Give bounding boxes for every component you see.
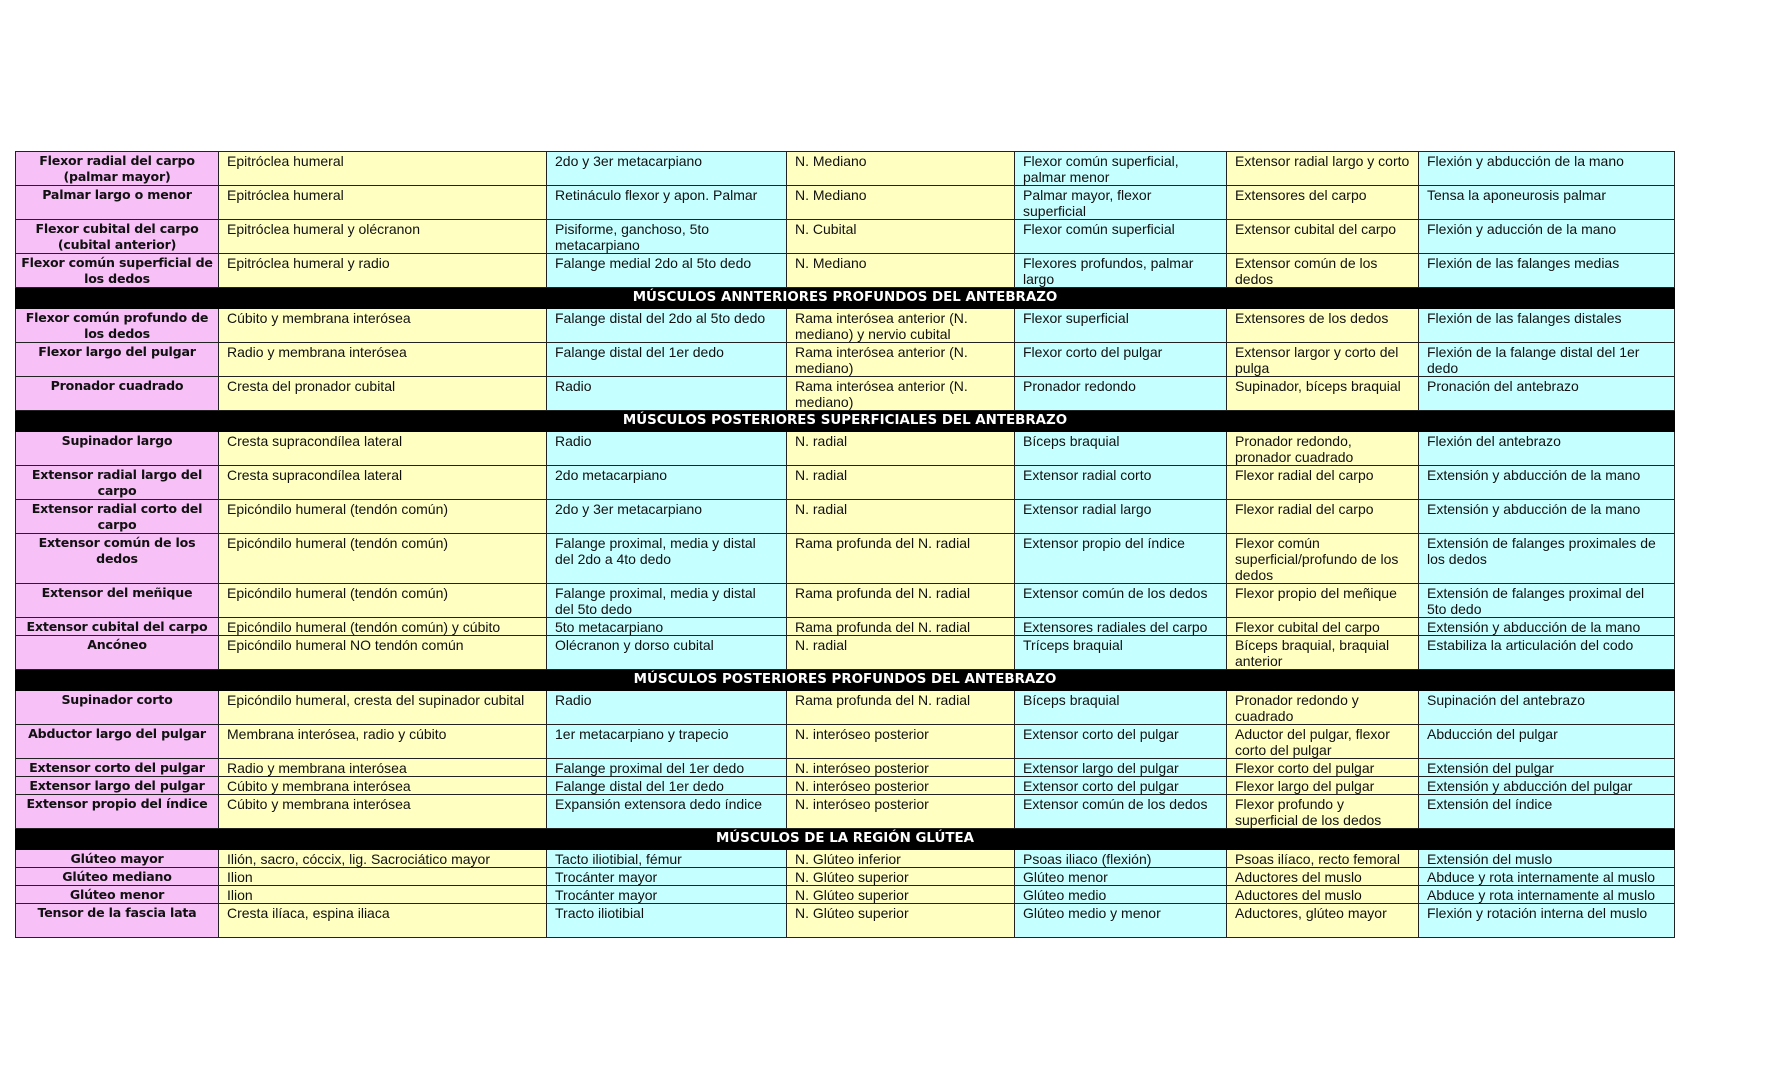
origin-cell: Epicóndilo humeral, cresta del supinador cubital	[219, 691, 547, 725]
synergist-cell: Psoas iliaco (flexión)	[1015, 850, 1227, 868]
innervation-cell: Rama profunda del N. radial	[787, 534, 1015, 584]
synergist-cell: Extensor común de los dedos	[1015, 795, 1227, 829]
table-row	[16, 534, 1675, 584]
table-row	[16, 795, 1675, 829]
action-cell: Extensión de falanges proximal del 5to dedo	[1419, 584, 1675, 618]
muscle-name-cell: Tensor de la fascia lata	[16, 904, 219, 938]
innervation-cell: Rama interósea anterior (N. mediano) y nervio cubital	[787, 309, 1015, 343]
origin-cell: Epitróclea humeral y olécranon	[219, 220, 547, 254]
action-cell: Extensión y abducción de la mano	[1419, 466, 1675, 500]
muscle-name-cell: Supinador corto	[16, 691, 219, 725]
insertion-cell: 2do y 3er metacarpiano	[547, 500, 787, 534]
synergist-cell: Extensor largo del pulgar	[1015, 759, 1227, 777]
origin-cell: Epitróclea humeral y radio	[219, 254, 547, 288]
action-cell: Abducción del pulgar	[1419, 725, 1675, 759]
insertion-cell: Falange distal del 2do al 5to dedo	[547, 309, 787, 343]
muscle-name-cell: Extensor radial largo del carpo	[16, 466, 219, 500]
muscle-name-cell: Abductor largo del pulgar	[16, 725, 219, 759]
innervation-cell: N. interóseo posterior	[787, 777, 1015, 795]
synergist-cell: Extensores radiales del carpo	[1015, 618, 1227, 636]
table-row	[16, 904, 1675, 938]
muscle-name-cell: Flexor cubital del carpo (cubital anterior)	[16, 220, 219, 254]
origin-cell: Cúbito y membrana interósea	[219, 777, 547, 795]
muscle-name-cell: Glúteo mediano	[16, 868, 219, 886]
innervation-cell: N. Mediano	[787, 186, 1015, 220]
synergist-cell: Tríceps braquial	[1015, 636, 1227, 670]
action-cell: Extensión y abducción de la mano	[1419, 618, 1675, 636]
action-cell: Extensión y abducción de la mano	[1419, 500, 1675, 534]
action-cell: Flexión y aducción de la mano	[1419, 220, 1675, 254]
action-cell: Flexión de las falanges distales	[1419, 309, 1675, 343]
table-row	[16, 759, 1675, 777]
muscle-table-body	[16, 152, 1675, 938]
synergist-cell: Flexor común superficial, palmar menor	[1015, 152, 1227, 186]
origin-cell: Cresta supracondílea lateral	[219, 466, 547, 500]
table-row	[16, 377, 1675, 411]
innervation-cell: N. radial	[787, 500, 1015, 534]
table-row	[16, 309, 1675, 343]
insertion-cell: Trocánter mayor	[547, 868, 787, 886]
synergist-cell: Extensor propio del índice	[1015, 534, 1227, 584]
muscle-name-cell: Flexor común profundo de los dedos	[16, 309, 219, 343]
insertion-cell: Falange proximal, media y distal del 5to dedo	[547, 584, 787, 618]
synergist-cell: Glúteo medio	[1015, 886, 1227, 904]
action-cell: Abduce y rota internamente al muslo	[1419, 868, 1675, 886]
antagonist-cell: Extensor radial largo y corto	[1227, 152, 1419, 186]
antagonist-cell: Supinador, bíceps braquial	[1227, 377, 1419, 411]
action-cell: Extensión y abducción del pulgar	[1419, 777, 1675, 795]
antagonist-cell: Flexor corto del pulgar	[1227, 759, 1419, 777]
synergist-cell: Extensor corto del pulgar	[1015, 777, 1227, 795]
insertion-cell: Falange distal del 1er dedo	[547, 343, 787, 377]
synergist-cell: Glúteo menor	[1015, 868, 1227, 886]
synergist-cell: Flexores profundos, palmar largo	[1015, 254, 1227, 288]
antagonist-cell: Extensor largor y corto del pulga	[1227, 343, 1419, 377]
action-cell: Pronación del antebrazo	[1419, 377, 1675, 411]
muscle-name-cell: Supinador largo	[16, 432, 219, 466]
synergist-cell: Palmar mayor, flexor superficial	[1015, 186, 1227, 220]
table-row	[16, 152, 1675, 186]
antagonist-cell: Extensor cubital del carpo	[1227, 220, 1419, 254]
origin-cell: Radio y membrana interósea	[219, 343, 547, 377]
antagonist-cell: Aductores, glúteo mayor	[1227, 904, 1419, 938]
section-title: MÚSCULOS POSTERIORES PROFUNDOS DEL ANTEBRAZO	[16, 670, 1675, 691]
insertion-cell: Radio	[547, 432, 787, 466]
antagonist-cell: Flexor cubital del carpo	[1227, 618, 1419, 636]
insertion-cell: Tacto iliotibial, fémur	[547, 850, 787, 868]
antagonist-cell: Pronador redondo, pronador cuadrado	[1227, 432, 1419, 466]
innervation-cell: N. radial	[787, 466, 1015, 500]
synergist-cell: Flexor superficial	[1015, 309, 1227, 343]
innervation-cell: N. interóseo posterior	[787, 795, 1015, 829]
insertion-cell: Falange distal del 1er dedo	[547, 777, 787, 795]
action-cell: Supinación del antebrazo	[1419, 691, 1675, 725]
synergist-cell: Flexor común superficial	[1015, 220, 1227, 254]
innervation-cell: Rama profunda del N. radial	[787, 618, 1015, 636]
muscle-name-cell: Extensor largo del pulgar	[16, 777, 219, 795]
antagonist-cell: Extensores de los dedos	[1227, 309, 1419, 343]
table-row	[16, 691, 1675, 725]
innervation-cell: Rama interósea anterior (N. mediano)	[787, 377, 1015, 411]
action-cell: Flexión y rotación interna del muslo	[1419, 904, 1675, 938]
origin-cell: Epicóndilo humeral (tendón común)	[219, 534, 547, 584]
table-row	[16, 886, 1675, 904]
section-title: MÚSCULOS ANNTERIORES PROFUNDOS DEL ANTEBRAZO	[16, 288, 1675, 309]
action-cell: Abduce y rota internamente al muslo	[1419, 886, 1675, 904]
insertion-cell: 2do y 3er metacarpiano	[547, 152, 787, 186]
insertion-cell: Pisiforme, ganchoso, 5to metacarpiano	[547, 220, 787, 254]
antagonist-cell: Flexor común superficial/profundo de los dedos	[1227, 534, 1419, 584]
muscle-name-cell: Pronador cuadrado	[16, 377, 219, 411]
origin-cell: Cresta ilíaca, espina iliaca	[219, 904, 547, 938]
insertion-cell: 2do metacarpiano	[547, 466, 787, 500]
muscle-name-cell: Extensor propio del índice	[16, 795, 219, 829]
antagonist-cell: Aductor del pulgar, flexor corto del pulgar	[1227, 725, 1419, 759]
origin-cell: Ilión, sacro, cóccix, lig. Sacrociático mayor	[219, 850, 547, 868]
antagonist-cell: Flexor radial del carpo	[1227, 466, 1419, 500]
synergist-cell: Bíceps braquial	[1015, 432, 1227, 466]
antagonist-cell: Flexor profundo y superficial de los dedos	[1227, 795, 1419, 829]
synergist-cell: Glúteo medio y menor	[1015, 904, 1227, 938]
section-header-row	[16, 670, 1675, 691]
antagonist-cell: Aductores del muslo	[1227, 886, 1419, 904]
origin-cell: Epicóndilo humeral NO tendón común	[219, 636, 547, 670]
table-row	[16, 466, 1675, 500]
origin-cell: Radio y membrana interósea	[219, 759, 547, 777]
origin-cell: Cúbito y membrana interósea	[219, 309, 547, 343]
muscle-name-cell: Glúteo menor	[16, 886, 219, 904]
antagonist-cell: Aductores del muslo	[1227, 868, 1419, 886]
innervation-cell: N. interóseo posterior	[787, 759, 1015, 777]
action-cell: Extensión del muslo	[1419, 850, 1675, 868]
action-cell: Extensión de falanges proximales de los dedos	[1419, 534, 1675, 584]
table-row	[16, 850, 1675, 868]
muscle-name-cell: Flexor radial del carpo (palmar mayor)	[16, 152, 219, 186]
innervation-cell: Rama profunda del N. radial	[787, 691, 1015, 725]
table-row	[16, 254, 1675, 288]
antagonist-cell: Bíceps braquial, braquial anterior	[1227, 636, 1419, 670]
origin-cell: Epitróclea humeral	[219, 152, 547, 186]
table-row	[16, 432, 1675, 466]
table-row	[16, 868, 1675, 886]
synergist-cell: Extensor radial largo	[1015, 500, 1227, 534]
origin-cell: Cresta del pronador cubital	[219, 377, 547, 411]
synergist-cell: Extensor corto del pulgar	[1015, 725, 1227, 759]
section-header-row	[16, 829, 1675, 850]
muscle-table	[15, 151, 1675, 938]
muscle-name-cell: Extensor corto del pulgar	[16, 759, 219, 777]
synergist-cell: Extensor común de los dedos	[1015, 584, 1227, 618]
innervation-cell: N. Mediano	[787, 152, 1015, 186]
table-row	[16, 186, 1675, 220]
section-header-row	[16, 288, 1675, 309]
origin-cell: Ilion	[219, 886, 547, 904]
insertion-cell: Tracto iliotibial	[547, 904, 787, 938]
antagonist-cell: Flexor propio del meñique	[1227, 584, 1419, 618]
antagonist-cell: Flexor largo del pulgar	[1227, 777, 1419, 795]
synergist-cell: Flexor corto del pulgar	[1015, 343, 1227, 377]
antagonist-cell: Extensores del carpo	[1227, 186, 1419, 220]
antagonist-cell: Pronador redondo y cuadrado	[1227, 691, 1419, 725]
muscle-name-cell: Ancóneo	[16, 636, 219, 670]
table-row	[16, 636, 1675, 670]
insertion-cell: Radio	[547, 377, 787, 411]
insertion-cell: Falange medial 2do al 5to dedo	[547, 254, 787, 288]
action-cell: Flexión y abducción de la mano	[1419, 152, 1675, 186]
section-header-row	[16, 411, 1675, 432]
muscle-name-cell: Flexor largo del pulgar	[16, 343, 219, 377]
origin-cell: Epicóndilo humeral (tendón común)	[219, 500, 547, 534]
insertion-cell: Radio	[547, 691, 787, 725]
action-cell: Flexión de las falanges medias	[1419, 254, 1675, 288]
innervation-cell: N. interóseo posterior	[787, 725, 1015, 759]
origin-cell: Ilion	[219, 868, 547, 886]
insertion-cell: Falange proximal del 1er dedo	[547, 759, 787, 777]
table-row	[16, 500, 1675, 534]
innervation-cell: N. radial	[787, 636, 1015, 670]
origin-cell: Epicóndilo humeral (tendón común)	[219, 584, 547, 618]
innervation-cell: N. Glúteo superior	[787, 868, 1015, 886]
action-cell: Estabiliza la articulación del codo	[1419, 636, 1675, 670]
action-cell: Extensión del pulgar	[1419, 759, 1675, 777]
innervation-cell: N. Cubital	[787, 220, 1015, 254]
insertion-cell: Olécranon y dorso cubital	[547, 636, 787, 670]
innervation-cell: N. Glúteo superior	[787, 904, 1015, 938]
muscle-name-cell: Extensor del meñique	[16, 584, 219, 618]
insertion-cell: Falange proximal, media y distal del 2do a 4to dedo	[547, 534, 787, 584]
insertion-cell: Expansión extensora dedo índice	[547, 795, 787, 829]
table-row	[16, 343, 1675, 377]
synergist-cell: Extensor radial corto	[1015, 466, 1227, 500]
innervation-cell: N. Mediano	[787, 254, 1015, 288]
table-row	[16, 584, 1675, 618]
muscle-name-cell: Flexor común superficial de los dedos	[16, 254, 219, 288]
muscle-name-cell: Extensor común de los dedos	[16, 534, 219, 584]
antagonist-cell: Psoas ilíaco, recto femoral	[1227, 850, 1419, 868]
insertion-cell: Retináculo flexor y apon. Palmar	[547, 186, 787, 220]
antagonist-cell: Flexor radial del carpo	[1227, 500, 1419, 534]
action-cell: Flexión del antebrazo	[1419, 432, 1675, 466]
muscle-name-cell: Palmar largo o menor	[16, 186, 219, 220]
table-row	[16, 725, 1675, 759]
insertion-cell: 1er metacarpiano y trapecio	[547, 725, 787, 759]
insertion-cell: 5to metacarpiano	[547, 618, 787, 636]
innervation-cell: Rama interósea anterior (N. mediano)	[787, 343, 1015, 377]
antagonist-cell: Extensor común de los dedos	[1227, 254, 1419, 288]
synergist-cell: Bíceps braquial	[1015, 691, 1227, 725]
origin-cell: Cúbito y membrana interósea	[219, 795, 547, 829]
insertion-cell: Trocánter mayor	[547, 886, 787, 904]
section-title: MÚSCULOS POSTERIORES SUPERFICIALES DEL ANTEBRAZO	[16, 411, 1675, 432]
innervation-cell: Rama profunda del N. radial	[787, 584, 1015, 618]
innervation-cell: N. Glúteo superior	[787, 886, 1015, 904]
synergist-cell: Pronador redondo	[1015, 377, 1227, 411]
action-cell: Extensión del índice	[1419, 795, 1675, 829]
origin-cell: Epicóndilo humeral (tendón común) y cúbito	[219, 618, 547, 636]
origin-cell: Epitróclea humeral	[219, 186, 547, 220]
innervation-cell: N. Glúteo inferior	[787, 850, 1015, 868]
table-row	[16, 618, 1675, 636]
table-row	[16, 777, 1675, 795]
origin-cell: Membrana interósea, radio y cúbito	[219, 725, 547, 759]
innervation-cell: N. radial	[787, 432, 1015, 466]
table-row	[16, 220, 1675, 254]
action-cell: Flexión de la falange distal del 1er dedo	[1419, 343, 1675, 377]
section-title: MÚSCULOS DE LA REGIÓN GLÚTEA	[16, 829, 1675, 850]
muscle-name-cell: Extensor radial corto del carpo	[16, 500, 219, 534]
origin-cell: Cresta supracondílea lateral	[219, 432, 547, 466]
muscle-name-cell: Glúteo mayor	[16, 850, 219, 868]
action-cell: Tensa la aponeurosis palmar	[1419, 186, 1675, 220]
muscle-name-cell: Extensor cubital del carpo	[16, 618, 219, 636]
